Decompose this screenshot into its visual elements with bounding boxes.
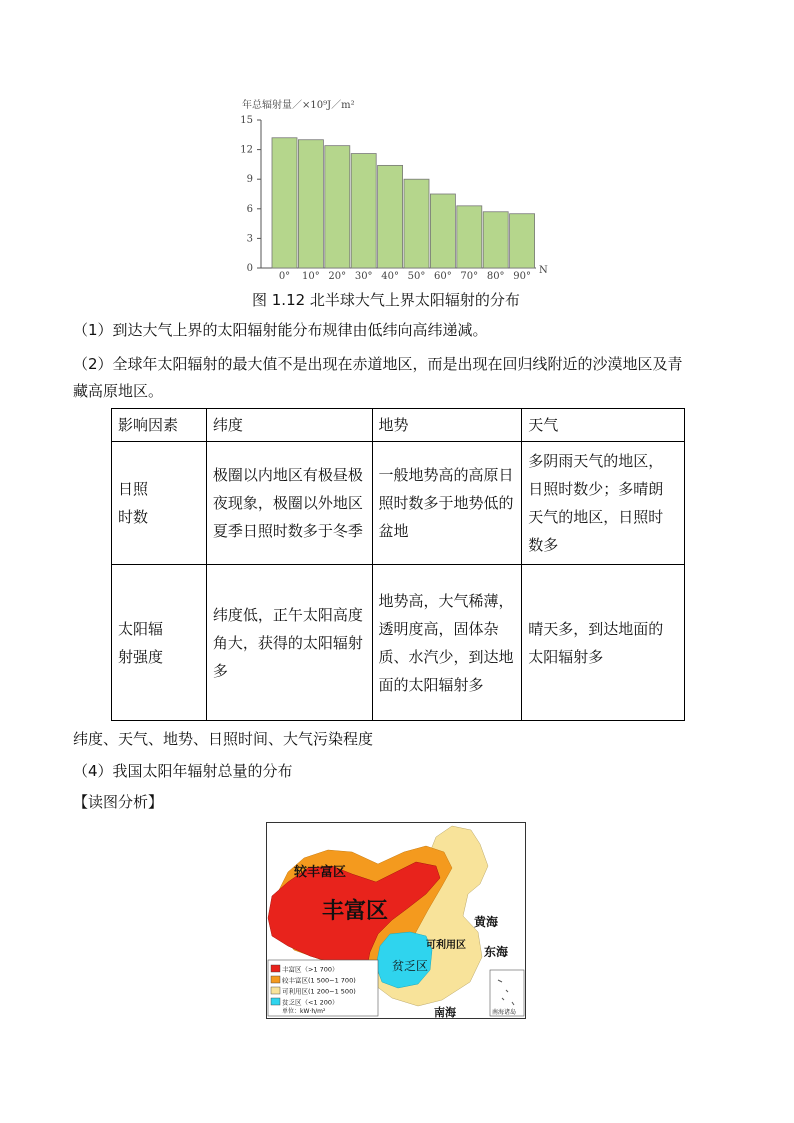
cell-weather: 晴天多，到达地面的太阳辐射多 <box>522 565 685 721</box>
south-china-sea-inset <box>490 970 524 1016</box>
header-terrain: 地势 <box>372 409 522 442</box>
table-row-sunshine-hours <box>112 442 685 565</box>
chart-caption: 图 1.12 北半球大气上界太阳辐射的分布 <box>252 291 520 309</box>
y-tick-label: 6 <box>246 203 253 215</box>
bar <box>457 206 482 268</box>
legend-label: 丰富区（>1 700） <box>282 965 339 974</box>
label-richest: 丰富区 <box>322 899 389 924</box>
cell-terrain: 一般地势高的高原日照时数多于地势低的盆地 <box>372 442 522 565</box>
paragraph-2-line-2: 藏高原地区。 <box>73 382 164 400</box>
label-poor: 贫乏区 <box>392 959 429 973</box>
legend-label: 较丰富区(1 500~1 700) <box>282 976 356 985</box>
legend-unit: 单位：kW·h/m² <box>282 1008 326 1015</box>
x-tick-label: 30° <box>354 271 373 280</box>
factors-table <box>111 408 685 721</box>
label-richer: 较丰富区 <box>294 865 347 880</box>
header-weather: 天气 <box>522 409 685 442</box>
bar <box>510 214 535 268</box>
y-tick-label: 3 <box>246 233 253 245</box>
bar <box>298 140 323 268</box>
y-tick-label: 15 <box>240 115 253 126</box>
cell-factor: 日照 时数 <box>112 442 207 565</box>
radiation-bar-chart <box>230 96 560 280</box>
bar <box>404 179 429 268</box>
label-yellow-sea: 黄海 <box>474 915 499 929</box>
paragraph-3: 纬度、天气、地势、日照时间、大气污染程度 <box>73 730 374 748</box>
cell-terrain: 地势高，大气稀薄，透明度高，固体杂质、水汽少，到达地面的太阳辐射多 <box>372 565 522 721</box>
x-tick-label: 20° <box>328 271 347 280</box>
y-tick-label: 9 <box>246 174 253 186</box>
cell-factor: 太阳辐 射强度 <box>112 565 207 721</box>
bar <box>378 165 403 268</box>
legend-swatch <box>271 965 280 972</box>
x-tick-label: 70° <box>460 271 479 280</box>
x-tick-label: 50° <box>407 271 426 280</box>
header-latitude: 纬度 <box>206 409 372 442</box>
label-east-sea: 东海 <box>484 945 509 959</box>
y-tick-label: 0 <box>246 263 253 274</box>
bar <box>272 138 297 268</box>
cell-latitude: 纬度低，正午太阳高度角大，获得的太阳辐射多 <box>206 565 372 721</box>
x-tick-label: 10° <box>302 271 320 280</box>
x-tick-label: 80° <box>486 271 505 280</box>
cell-latitude: 极圈以内地区有极昼极夜现象，极圈以外地区夏季日照时数多于冬季 <box>206 442 372 565</box>
legend-swatch <box>271 987 280 994</box>
y-tick-label: 12 <box>240 144 253 156</box>
header-factor: 影响因素 <box>112 409 207 442</box>
y-axis-label: 年总辐射量／×10⁹J／m² <box>242 100 355 111</box>
x-axis-end-label: N <box>539 265 548 276</box>
x-tick-label: 40° <box>381 271 399 280</box>
bar <box>483 212 508 268</box>
paragraph-4: （4）我国太阳年辐射总量的分布 <box>73 762 293 780</box>
y-ticks <box>240 115 261 274</box>
bar <box>351 154 376 268</box>
bar <box>430 194 455 268</box>
legend-label: 可利用区(1 200~1 500) <box>282 987 356 996</box>
legend <box>268 960 378 1016</box>
table-row-radiation-intensity <box>112 565 685 721</box>
bar <box>325 146 350 268</box>
china-solar-map <box>266 822 526 1019</box>
cell-weather: 多阴雨天气的地区，日照时数少；多晴朗天气的地区，日照时数多 <box>522 442 685 565</box>
table-header-row <box>112 409 685 442</box>
paragraph-2-line-1: （2）全球年太阳辐射的最大值不是出现在赤道地区，而是出现在回归线附近的沙漠地区及青 <box>73 355 683 373</box>
inset-label: 南海诸岛 <box>492 1009 517 1016</box>
label-usable: 可利用区 <box>426 940 466 951</box>
x-tick-label: 0° <box>278 271 291 280</box>
section-heading: 【读图分析】 <box>73 793 164 811</box>
x-ticks <box>279 271 531 280</box>
legend-swatch <box>271 976 280 983</box>
x-tick-label: 90° <box>513 271 531 280</box>
legend-swatch <box>271 998 280 1005</box>
x-tick-label: 60° <box>434 271 452 280</box>
legend-label: 贫乏区（<1 200） <box>282 998 339 1007</box>
bars <box>272 138 535 268</box>
label-south-sea: 南海 <box>434 1006 456 1019</box>
paragraph-1: （1）到达大气上界的太阳辐射能分布规律由低纬向高纬递减。 <box>73 321 488 339</box>
